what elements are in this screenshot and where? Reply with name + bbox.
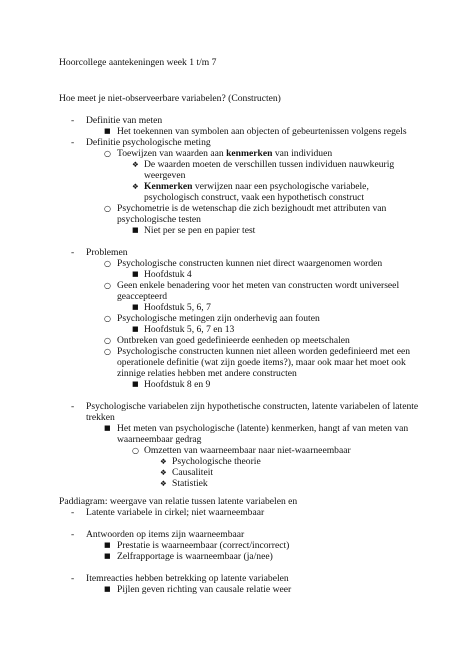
bold-term: kenmerken xyxy=(226,148,273,159)
list-item-continued: weergeven xyxy=(144,170,186,181)
square-bullet-icon: ■ xyxy=(104,585,111,593)
list-item-continued: zinnige relaties hebben met andere constructen xyxy=(117,368,297,379)
square-bullet-icon: ■ xyxy=(104,552,111,560)
dash-bullet: - xyxy=(71,529,75,540)
square-bullet-icon: ■ xyxy=(132,325,139,333)
list-item: De waarden moeten de verschillen tussen individuen nauwkeurig xyxy=(144,159,395,170)
square-bullet-icon: ■ xyxy=(132,270,139,278)
diamond-bullet-icon: ❖ xyxy=(132,160,139,169)
circle-bullet-icon: ○ xyxy=(104,314,111,323)
square-bullet-icon: ■ xyxy=(104,424,111,432)
list-item-continued: psychologisch construct, vaak een hypothetisch construct xyxy=(144,192,365,203)
list-item-continued: waarneembaar gedrag xyxy=(117,434,202,445)
dash-bullet: - xyxy=(71,137,75,148)
list-item: Latente variabele in cirkel; niet waarneembaar xyxy=(86,507,265,518)
list-item: Hoofdstuk 5, 6, 7 en 13 xyxy=(144,324,235,335)
circle-bullet-icon: ○ xyxy=(104,204,111,213)
list-item: Zelfrapportage is waarneembaar (ja/nee) xyxy=(117,551,273,562)
text-run: verwijzen naar een psychologische variabele, xyxy=(192,181,369,192)
square-bullet-icon: ■ xyxy=(132,380,139,388)
list-item: Omzetten van waarneembaar naar niet-waarneembaar xyxy=(144,445,351,456)
diamond-bullet-icon: ❖ xyxy=(160,479,167,488)
section-heading: Hoe meet je niet-observeerbare variabelen? (Constructen) xyxy=(59,93,281,104)
square-bullet-icon: ■ xyxy=(132,226,139,234)
text-run: Toewijzen van waarden aan xyxy=(117,148,227,159)
list-item: Pijlen geven richting van causale relatie weer xyxy=(117,584,292,595)
list-item: Antwoorden op items zijn waarneembaar xyxy=(86,529,245,540)
list-item: Psychologische constructen kunnen niet direct waargenomen worden xyxy=(117,258,383,269)
dash-bullet: - xyxy=(71,507,75,518)
list-item: Het meten van psychologische (latente) kenmerken, hangt af van meten van xyxy=(117,423,409,434)
list-item-continued: trekken xyxy=(86,412,115,423)
diamond-bullet-icon: ❖ xyxy=(160,468,167,477)
list-item: Psychologische variabelen zijn hypothetische constructen, latente variabelen of latente xyxy=(86,401,419,412)
list-item: Hoofdstuk 4 xyxy=(144,269,192,280)
list-item-continued: geaccepteerd xyxy=(117,291,168,302)
list-item: Prestatie is waarneembaar (correct/incorrect) xyxy=(117,540,290,551)
circle-bullet-icon: ○ xyxy=(104,336,111,345)
square-bullet-icon: ■ xyxy=(104,541,111,549)
list-item: Psychologische metingen zijn onderhevig aan fouten xyxy=(117,313,320,324)
circle-bullet-icon: ○ xyxy=(104,259,111,268)
list-item xyxy=(144,181,369,192)
list-item: Psychologische theorie xyxy=(172,456,261,467)
list-item xyxy=(117,148,332,159)
dash-bullet: - xyxy=(71,573,75,584)
circle-bullet-icon: ○ xyxy=(104,347,111,356)
list-item: Niet per se pen en papier test xyxy=(144,225,256,236)
list-item: Problemen xyxy=(86,247,128,258)
list-item: Definitie psychologische meting xyxy=(86,137,211,148)
list-item: Psychologische constructen kunnen niet alleen worden gedefinieerd met een xyxy=(117,346,411,357)
list-item: Psychometrie is de wetenschap die zich bezighoudt met attributen van xyxy=(117,203,387,214)
dash-bullet: - xyxy=(71,401,75,412)
square-bullet-icon: ■ xyxy=(132,303,139,311)
paragraph: Paddiagram: weergave van relatie tussen latente variabelen en xyxy=(59,496,298,507)
list-item: Itemreacties hebben betrekking op latente variabelen xyxy=(86,573,289,584)
list-item: Hoofdstuk 8 en 9 xyxy=(144,379,211,390)
list-item: Definitie van meten xyxy=(86,115,163,126)
diamond-bullet-icon: ❖ xyxy=(132,182,139,191)
document-title: Hoorcollege aantekeningen week 1 t/m 7 xyxy=(59,57,217,68)
list-item: Causaliteit xyxy=(172,467,214,478)
list-item-continued: psychologische testen xyxy=(117,214,201,225)
circle-bullet-icon: ○ xyxy=(104,149,111,158)
dash-bullet: - xyxy=(71,247,75,258)
square-bullet-icon: ■ xyxy=(104,127,111,135)
circle-bullet-icon: ○ xyxy=(132,446,139,455)
list-item: Statistiek xyxy=(172,478,208,489)
list-item-continued: operationele definitie (wat zijn goede items?), maar ook maar het moet ook xyxy=(117,357,406,368)
bold-term: Kenmerken xyxy=(144,181,193,192)
circle-bullet-icon: ○ xyxy=(104,281,111,290)
diamond-bullet-icon: ❖ xyxy=(160,457,167,466)
text-run: van individuen xyxy=(272,148,333,159)
list-item: Ontbreken van goed gedefinieerde eenheden op meetschalen xyxy=(117,335,350,346)
list-item: Het toekennen van symbolen aan objecten of gebeurtenissen volgens regels xyxy=(117,126,407,137)
list-item: Hoofdstuk 5, 6, 7 xyxy=(144,302,211,313)
list-item: Geen enkele benadering voor het meten van constructen wordt universeel xyxy=(117,280,400,291)
dash-bullet: - xyxy=(71,115,75,126)
